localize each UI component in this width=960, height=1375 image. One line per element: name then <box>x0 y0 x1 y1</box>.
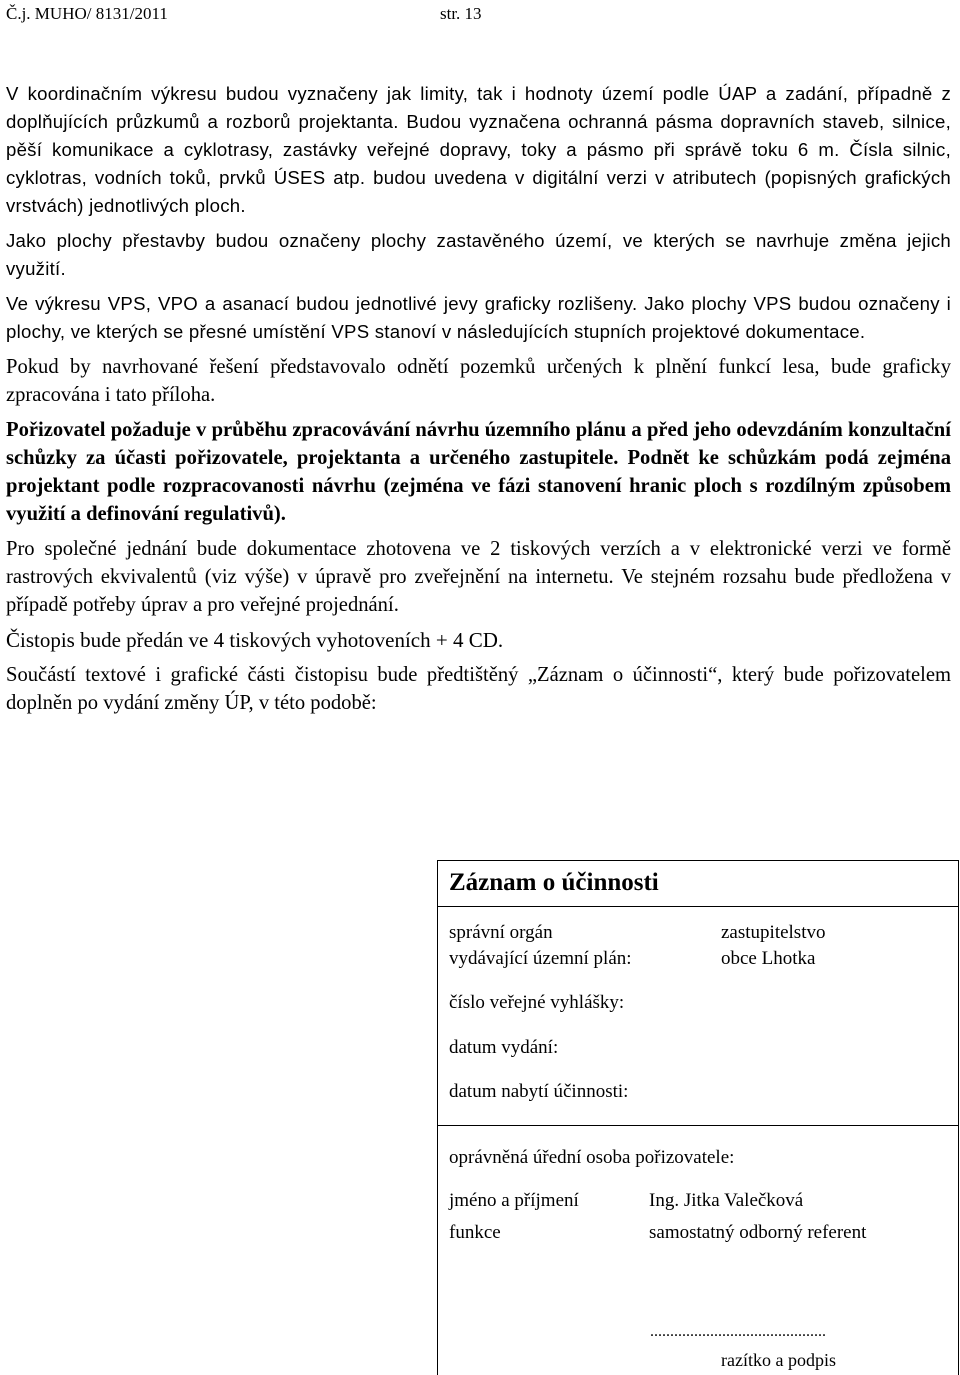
notice-number-label: číslo veřejné vyhlášky: <box>449 992 625 1013</box>
title-divider <box>438 906 958 907</box>
issue-date-label: datum vydání: <box>449 1037 559 1058</box>
signature-dotted-line: ............................................ <box>650 1323 826 1340</box>
organ-label-line2: vydávající územní plán: <box>449 948 632 969</box>
name-value: Ing. Jitka Valečková <box>649 1190 804 1211</box>
name-label: jméno a příjmení <box>449 1190 579 1211</box>
organ-value-line2: obce Lhotka <box>721 948 816 969</box>
paragraph-consultations: Pořizovatel požaduje v průběhu zpracovávání návrhu územního plánu a před jeho odevzdáním konzultační schůzky za účasti pořizovatele, projektanta a určeného zastupitele. Podnět ke schůzkám podá zejména projektant podle rozpracovanosti návrhu (zejména ve fázi stanovení hranic ploch s rozdílným způsobem využití a definování regulativů). <box>6 419 951 525</box>
organ-value-line1: zastupitelstvo <box>721 922 826 943</box>
effectiveness-record-box <box>437 860 959 1126</box>
paragraph-redevelopment-areas: Jako plochy přestavby budou označeny plochy zastavěného území, ve kterých se navrhuje změna jejich využití. <box>6 230 951 279</box>
page-number: str. 13 <box>440 4 482 23</box>
paragraph-final-copy: Čistopis bude předán ve 4 tiskových vyhotoveních + 4 CD. <box>6 628 504 652</box>
document-body <box>6 80 951 717</box>
official-person-label: oprávněná úřední osoba pořizovatele: <box>449 1147 735 1168</box>
stamp-and-signature-label: razítko a podpis <box>721 1350 836 1370</box>
official-person-box <box>437 1125 959 1375</box>
paragraph-forest-land: Pokud by navrhované řešení představovalo odnětí pozemků určených k plnění funkcí lesa, bude graficky zpracována i tato příloha. <box>6 356 951 406</box>
record-title: Záznam o účinnosti <box>449 869 659 896</box>
function-label: funkce <box>449 1222 501 1243</box>
function-value: samostatný odborný referent <box>649 1222 867 1243</box>
paragraph-joint-hearing: Pro společné jednání bude dokumentace zhotovena ve 2 tiskových verzích a v elektronické verzi ve formě rastrových ekvivalentů (viz výše) v úpravě pro zveřejnění na internetu. Ve stejném rozsahu bude předložena v případě potřeby úprav a pro veřejné projednání. <box>6 538 951 616</box>
paragraph-vps-drawing: Ve výkresu VPS, VPO a asanací budou jednotlivé jevy graficky rozlišeny. Jako plochy VPS budou označeny i plochy, ve kterých se přesné umístění VPS stanoví v následujících stupních projektové dokumentace. <box>6 293 951 342</box>
paragraph-coordination-drawing: V koordinačním výkresu budou vyznačeny jak limity, tak i hodnoty území podle ÚAP a zadání, případně z doplňujících průzkumů a rozborů projektanta. Budou vyznačena ochranná pásma dopravních staveb, silnice, pěší komunikace a cyklotrasy, zastávky veřejné dopravy, toky a pásmo při správě toku 6 m. Čísla silnic, cyklotras, vodních toků, prvků ÚSES atp. budou uvedena v digitální verzi v atributech (popisných grafických vrstvách) jednotlivých ploch. <box>6 83 951 216</box>
document-reference: Č.j. MUHO/ 8131/2011 <box>6 4 168 23</box>
paragraph-record-intro: Součástí textové i grafické části čistopisu bude předtištěný „Záznam o účinnosti“, který bude pořizovatelem doplněn po vydání změny ÚP, v této podobě: <box>6 664 951 714</box>
organ-label-line1: správní orgán <box>449 922 553 943</box>
effect-date-label: datum nabytí účinnosti: <box>449 1081 629 1102</box>
